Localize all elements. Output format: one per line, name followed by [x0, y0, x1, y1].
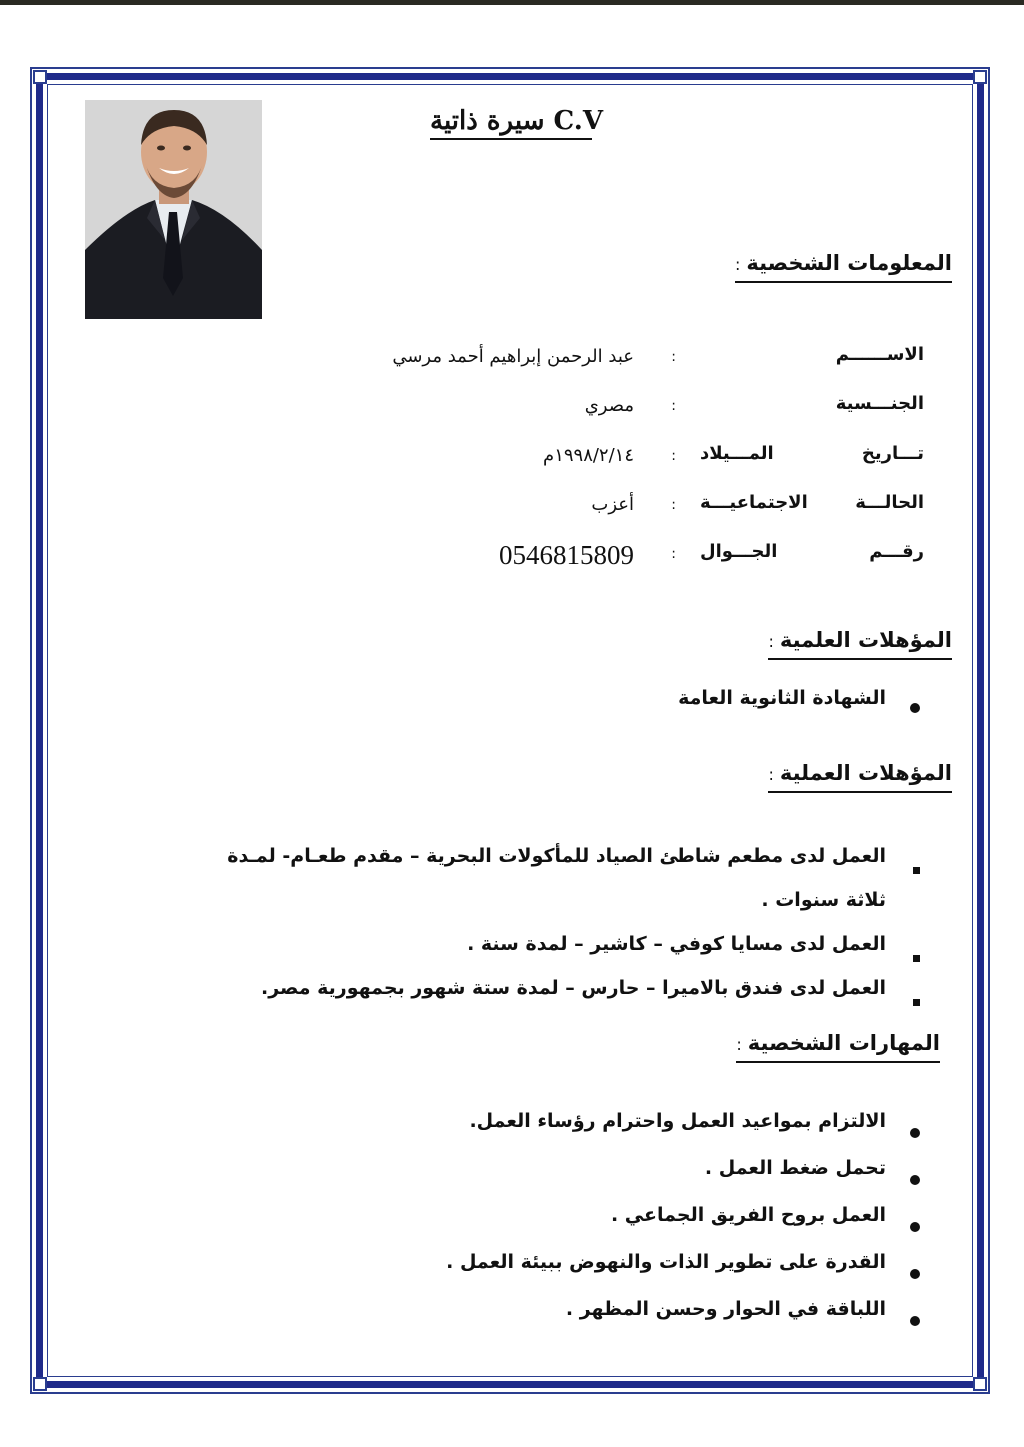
field-colon: : — [671, 546, 676, 562]
corner-ornament — [973, 1377, 987, 1391]
list-item — [227, 928, 920, 960]
info-row-name — [300, 338, 924, 378]
personal-info-heading — [735, 250, 952, 283]
square-bullet-icon — [913, 984, 920, 1016]
heading-colon: : — [736, 1035, 742, 1054]
experience-heading-text: المؤهلات العملية — [779, 761, 952, 785]
list-item — [227, 972, 920, 1004]
corner-ornament — [33, 1377, 47, 1391]
info-row-nationality — [300, 387, 924, 427]
birthdate-label: تـــاريخ المـــيلاد — [700, 443, 924, 464]
birthdate-value: ١٩٩٨/٢/١٤م — [543, 445, 634, 466]
experience-item-text: العمل لدى فندق بالاميرا – حارس – لمدة ستة شهور بجمهورية مصر. — [260, 977, 886, 999]
round-bullet-icon — [910, 1163, 920, 1195]
academic-heading-text: المؤهلات العلمية — [779, 628, 952, 652]
info-row-birthdate — [300, 437, 924, 477]
square-bullet-icon — [913, 852, 920, 884]
skills-list — [446, 1105, 920, 1325]
field-colon: : — [671, 398, 676, 414]
phone-value: 0546815809 — [499, 540, 634, 570]
profile-photo — [85, 100, 262, 319]
personal-info-heading-text: المعلومات الشخصية — [746, 251, 952, 275]
field-colon: : — [671, 349, 676, 365]
list-item — [446, 1199, 920, 1231]
skills-item-text: القدرة على تطوير الذات والنهوض ببيئة العمل . — [446, 1251, 886, 1273]
nationality-label: الجنـــسية — [835, 393, 924, 414]
heading-colon: : — [734, 255, 741, 274]
academic-item-text: الشهادة الثانوية العامة — [678, 687, 886, 709]
heading-colon: : — [768, 632, 774, 651]
info-row-phone — [300, 535, 924, 575]
nationality-value: مصري — [584, 395, 634, 416]
list-item-continuation — [227, 884, 920, 916]
field-colon: : — [671, 497, 676, 513]
skills-heading-text: المهارات الشخصية — [747, 1031, 940, 1055]
marital-status-label: الحالـــة الاجتماعيـــة — [700, 492, 924, 513]
skills-item-text: تحمل ضغط العمل . — [704, 1157, 886, 1179]
top-edge-bar — [0, 0, 1024, 5]
name-label: الاســــــم — [835, 344, 924, 365]
marital-status-value: أعزب — [591, 494, 634, 515]
experience-item-text: العمل لدى مطعم شاطئ الصياد للمأكولات البحرية – مقدم طعـام- لمـدة — [227, 845, 886, 867]
list-item — [227, 840, 920, 872]
list-item — [446, 1105, 920, 1137]
experience-item-continuation-text: ثلاثة سنوات . — [761, 889, 886, 911]
skills-heading — [736, 1030, 940, 1063]
list-item — [446, 1293, 920, 1325]
document-title: سيرة ذاتية C.V — [430, 104, 592, 140]
list-item — [446, 1246, 920, 1278]
round-bullet-icon — [910, 693, 920, 721]
field-colon: : — [671, 448, 676, 464]
corner-ornament — [973, 70, 987, 84]
academic-list — [678, 684, 920, 712]
academic-heading — [768, 627, 952, 660]
list-item — [446, 1152, 920, 1184]
info-row-marital-status — [300, 486, 924, 526]
skills-item-text: العمل بروح الفريق الجماعي . — [610, 1204, 886, 1226]
round-bullet-icon — [910, 1304, 920, 1336]
square-bullet-icon — [913, 940, 920, 972]
corner-ornament — [33, 70, 47, 84]
round-bullet-icon — [910, 1257, 920, 1289]
experience-heading — [768, 760, 952, 793]
round-bullet-icon — [910, 1210, 920, 1242]
skills-item-text: اللباقة في الحوار وحسن المظهر . — [565, 1298, 886, 1320]
skills-item-text: الالتزام بمواعيد العمل واحترام رؤساء العمل. — [469, 1110, 886, 1132]
experience-item-text: العمل لدى مسايا كوفي – كاشير – لمدة سنة . — [467, 933, 886, 955]
round-bullet-icon — [910, 1116, 920, 1148]
phone-label: رقـــم الجـــوال — [700, 541, 924, 562]
list-item — [678, 684, 920, 712]
heading-colon: : — [768, 765, 774, 784]
name-value: عبد الرحمن إبراهيم أحمد مرسي — [392, 346, 634, 367]
experience-list — [227, 840, 920, 1004]
